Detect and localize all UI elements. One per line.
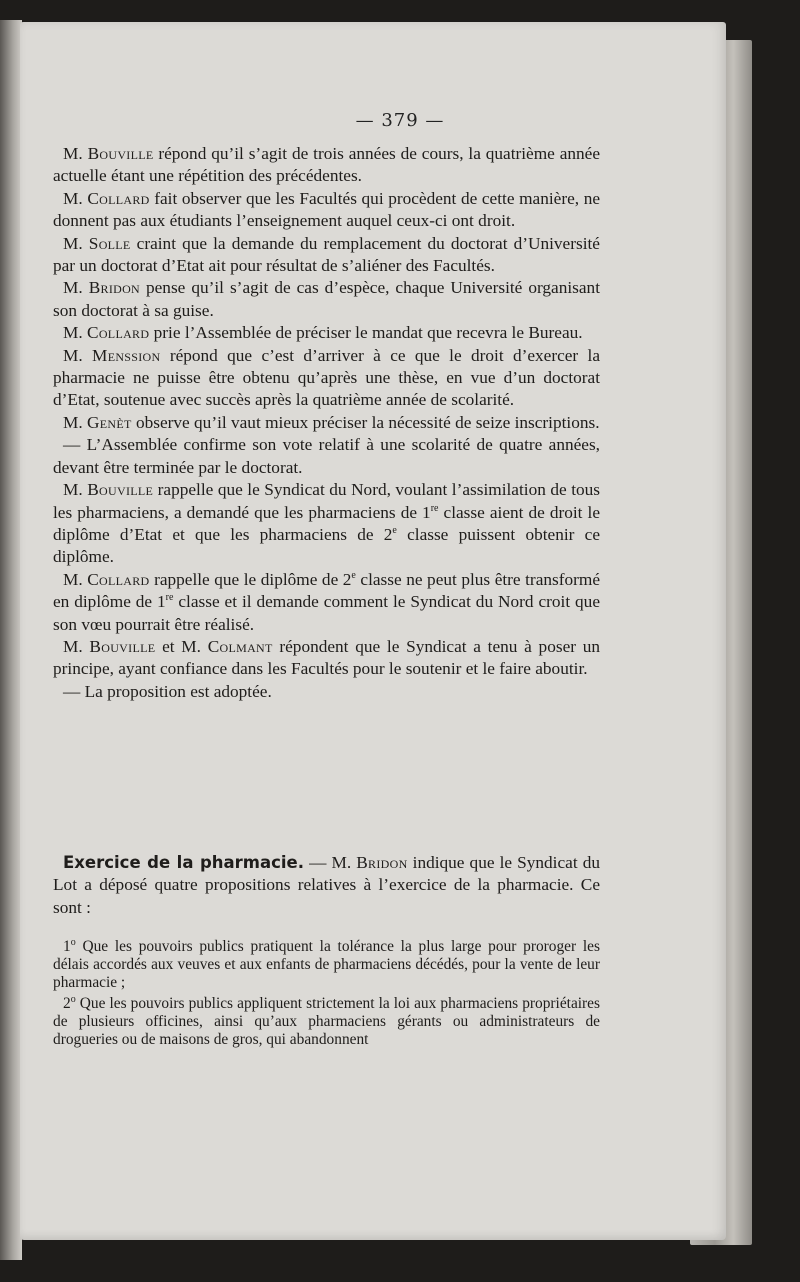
section-heading: Exercice de la pharmacie. <box>63 853 305 872</box>
proposition-list <box>53 938 600 1049</box>
paragraph: — L’Assemblée confirme son vote relatif à une scolarité de quatre années, devant être terminée par le doctorat. <box>53 435 600 477</box>
book-gutter <box>0 20 22 1260</box>
paragraph: M. Bouville et M. Colmant répondent que le Syndicat a tenu à poser un principe, ayant confiance dans les Facultés pour le soutenir et le faire aboutir. <box>53 636 600 679</box>
section-block <box>53 852 600 919</box>
page-number: — 379 — <box>355 110 445 131</box>
paragraph: M. Menssion répond que c’est d’arriver à ce que le droit d’exercer la pharmacie ne puisse être obtenu qu’après une thèse, en vue d’un doctorat d’Etat, soutenue avec succès après la quatrième année de scolarité. <box>53 345 600 410</box>
paragraph: M. Solle craint que la demande du remplacement du doctorat d’Université par un doctorat d’Etat ait pour résultat de s’aliéner des Facultés. <box>53 233 600 276</box>
list-item: 2$^o$ Que les pouvoirs publics appliquent strictement la loi aux pharmaciens propriétaires de plusieurs officines, ainsi qu’aux pharmaciens gérants ou administrateurs de drogueries ou de maisons de gros, qui abandonnent <box>53 993 600 1048</box>
paragraph: M. Bridon pense qu’il s’agit de cas d’espèce, chaque Université organisant son doctorat à sa guise. <box>53 278 600 320</box>
list-item: 1$^o$ Que les pouvoirs publics pratiquent la tolérance la plus large pour proroger les délais accordés aux veuves et aux enfants de pharmaciens décédés, pour la vente de leur pharmacie ; <box>53 936 600 991</box>
body-text <box>53 143 600 703</box>
paragraph: M. Bouville rappelle que le Syndicat du Nord, voulant l’assimilation de tous les pharmaciens, a demandé que les pharmaciens de 1re classe aient de droit le diplôme d’Etat et que les pharmaciens de 2e classe puissent obtenir ce diplôme. <box>53 480 601 567</box>
paragraph: M. Collard rappelle que le diplôme de 2e classe ne peut plus être transformé en diplôme de 1re classe et il demande comment le Syndicat du Nord croit que son vœu pourrait être réalisé. <box>53 569 600 634</box>
paragraph: M. Bouville répond qu’il s’agit de trois années de cours, la quatrième année actuelle étant une répétition des précédentes. <box>53 144 600 186</box>
paragraph: M. Collard fait observer que les Facultés qui procèdent de cette manière, ne donnent pas aux étudiants l’enseignement auquel ceux-ci ont droit. <box>53 188 601 231</box>
paragraph: M. Collard prie l’Assemblée de préciser le mandat que recevra le Bureau. <box>63 323 583 343</box>
paragraph: — La proposition est adoptée. <box>63 681 272 701</box>
section-paragraph: Exercice de la pharmacie. — M. Bridon indique que le Syndicat du Lot a déposé quatre propositions relatives à l’exercice de la pharmacie. Ce sont : <box>53 853 600 917</box>
paragraph: M. Genèt observe qu’il vaut mieux préciser la nécessité de seize inscriptions. <box>63 412 600 432</box>
